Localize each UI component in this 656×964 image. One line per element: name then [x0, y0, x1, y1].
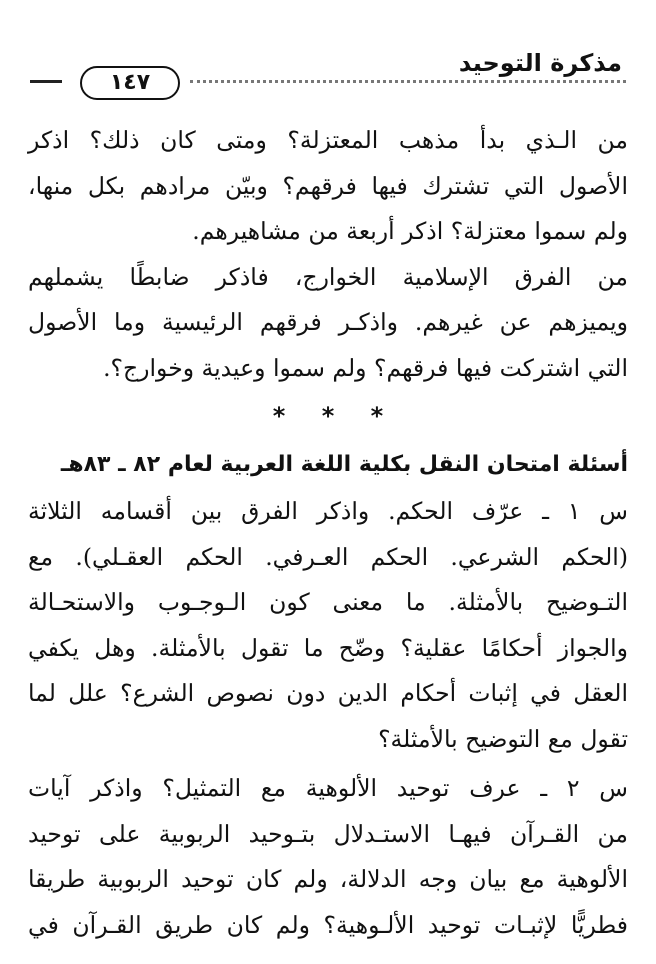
separator-star: * [272, 402, 286, 430]
separator-star: * [370, 402, 384, 430]
text-line: س ٢ ـ عرف توحيد الألوهية مع التمثيل؟ واذكر آيات [28, 774, 628, 802]
header-dotted-rule [190, 80, 626, 83]
page-header [30, 44, 626, 94]
section-heading: أسئلة امتحان النقل بكلية اللغة العربية لعام ٨٢ ـ ٨٣هـ [60, 452, 628, 477]
text-line: ويميزهم عن غيرهم. واذكـر فرقهم الرئيسية وما الأصول [28, 308, 628, 336]
running-title: مذكرة التوحيد [458, 49, 622, 77]
question-1 [28, 489, 628, 762]
text-line: من الـذي بدأ مذهب المعتزلة؟ ومتى كان ذلك؟ اذكر [28, 126, 628, 154]
paragraph-mutazila [28, 118, 628, 255]
text-line: (الحكم الشرعي. الحكم العـرفي. الحكم العقـلي). مع [28, 542, 628, 571]
separator-star: * [321, 402, 335, 430]
text-line: من الفرق الإسلامية الخوارج، فاذكر ضابطًا يشملهم [28, 262, 628, 291]
text-line: تقول مع التوضيح بالأمثلة؟ [378, 724, 628, 753]
text-line: التـوضيح بالأمثلة. ما معنى كون الـوجـوب والاستحـالة [28, 588, 628, 616]
page-body [28, 118, 628, 948]
text-line: من القـرآن فيهـا الاستـدلال بتـوحيد الربوبية على توحيد [28, 819, 628, 848]
question-2 [28, 766, 628, 948]
text-line: العقل في إثبات أحكام الدين دون نصوص الشرع؟ علل لما [28, 679, 628, 707]
header-solid-rule [30, 80, 62, 83]
text-line: ولم سموا معتزلة؟ اذكر أربعة من مشاهيرهم. [192, 217, 628, 245]
text-line: س ١ ـ عرّف الحكم. واذكر الفرق بين أقسامه الثلاثة [28, 497, 628, 525]
text-line: والجواز أحكامًا عقلية؟ وضّح ما تقول بالأمثلة. وهل يكفي [28, 633, 628, 662]
paragraph-khawarij [28, 255, 628, 392]
text-line: التي اشتركت فيها فرقهم؟ ولم سموا وعيدية وخوارج؟. [103, 353, 628, 382]
text-line: الألوهية مع بيان وجه الدلالة، ولم كان توحيد الربوبية طريقا [28, 865, 628, 893]
text-line: فطريًّا لإثبـات توحيد الألـوهية؟ ولم كان طريق القـرآن في [28, 910, 628, 939]
page-number: ١٤٧ [80, 66, 180, 100]
section-separator [28, 391, 628, 441]
text-line: الأصول التي تشترك فيها فرقهم؟ وبيّن مرادهم بكل منها، [28, 171, 628, 200]
